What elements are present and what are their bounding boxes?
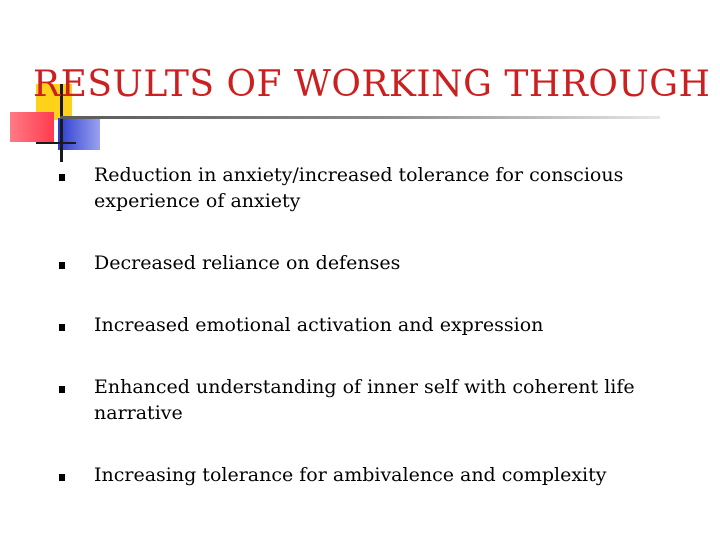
square-bullet-icon <box>59 386 65 393</box>
bullet-text: Reduction in anxiety/increased tolerance for conscious experience of anxiety <box>94 164 624 212</box>
square-bullet-icon <box>59 324 65 331</box>
square-bullet-icon <box>59 262 65 269</box>
bullet-list <box>56 158 676 488</box>
list-item <box>56 312 676 338</box>
square-bullet-icon <box>59 474 65 481</box>
title-underline <box>60 116 660 119</box>
slide-title: RESULTS OF WORKING THROUGH <box>33 64 711 105</box>
list-item <box>56 462 676 488</box>
horizontal-line-decoration <box>36 142 76 144</box>
list-item <box>56 374 676 426</box>
red-square-decoration <box>10 112 54 142</box>
list-item <box>56 250 676 276</box>
bullet-text: Increased emotional activation and expression <box>94 314 544 336</box>
blue-square-decoration <box>58 118 100 150</box>
bullet-text: Decreased reliance on defenses <box>94 252 401 274</box>
bullet-text: Enhanced understanding of inner self with coherent life narrative <box>94 376 635 424</box>
square-bullet-icon <box>59 174 65 181</box>
list-item <box>56 162 676 214</box>
bullet-text: Increasing tolerance for ambivalence and complexity <box>94 464 607 486</box>
